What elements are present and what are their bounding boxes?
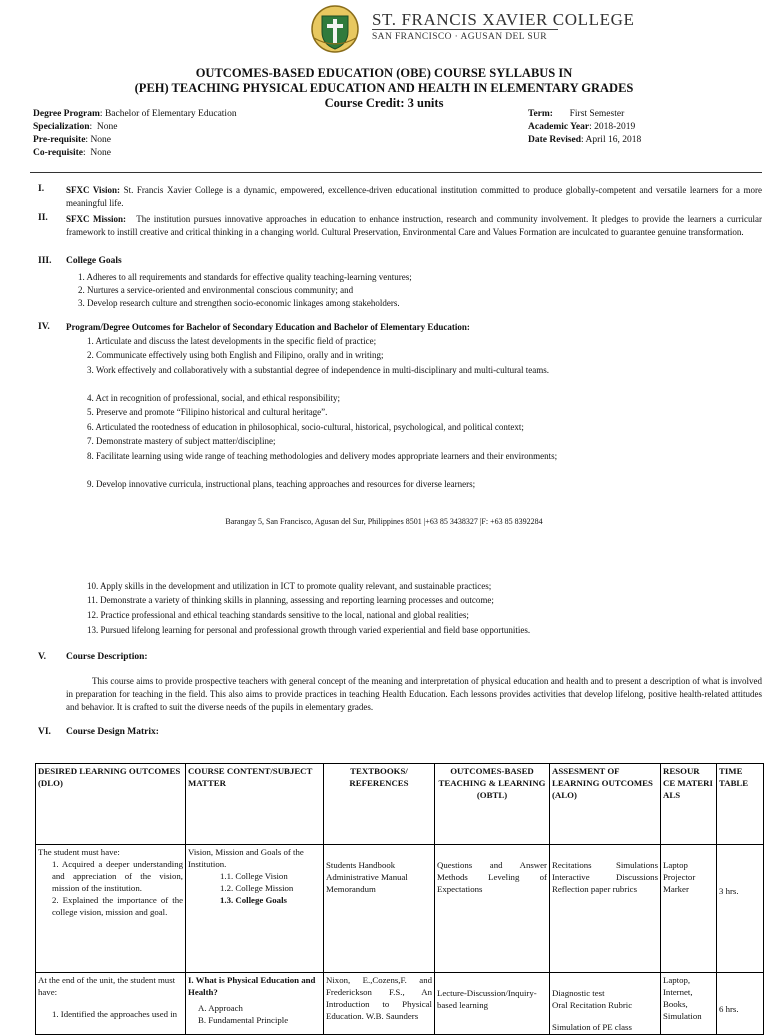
course-credit: Course Credit: 3 units bbox=[324, 96, 444, 110]
outcome-item: 4. Act in recognition of professional, social, and ethical responsibility; bbox=[87, 393, 340, 403]
degree-program: Degree Program: Bachelor of Elementary Education bbox=[33, 109, 237, 119]
term: Term: First Semester bbox=[528, 109, 625, 119]
goal-item: 1. Adheres to all requirements and standards for effective quality teaching-learning ventures; bbox=[78, 272, 412, 282]
obtl-cell: Lecture-Discussion/Inquiry-based learning bbox=[435, 973, 550, 1035]
table-header-row bbox=[36, 764, 764, 845]
obtl-cell: Questions and Answer Methods Leveling of Expectations bbox=[435, 845, 550, 973]
mission-paragraph: SFXC Mission: The institution pursues innovative approaches in education to enhance instruction, research and community involvement. It pledges to provide the learners a curricular framework to instill creative and critical thinking in a changing world. Cultural Preservation, Environmental Care and Values Formation are inculcated to guarantee genuine transformation. bbox=[66, 214, 762, 237]
course-description-heading: Course Description: bbox=[66, 652, 148, 662]
academic-year: Academic Year: 2018-2019 bbox=[528, 122, 636, 132]
section-number: II. bbox=[38, 213, 48, 223]
column-header-references: TEXTBOOKS/ REFERENCES bbox=[324, 764, 435, 845]
course-description-paragraph: This course aims to provide prospective teachers with general concept of the meaning and interpretation of physical education and health and to present a description of what is involved in preparation for teaching in the field. This also aims to provide practices in teaching Health Education. Each lessons provides activities that develop lifelong, positive health-related attitudes and behavior. It is crafted to suit the diverse needs of the pupils in elementary grades. bbox=[66, 676, 762, 712]
syllabus-title-line1: OUTCOMES-BASED EDUCATION (OBE) COURSE SYLLABUS IN bbox=[195, 66, 573, 80]
column-header-timetable: TIME TABLE bbox=[717, 764, 764, 845]
column-header-obtl: OUTCOMES-BASED TEACHING & LEARNING (OBTL) bbox=[435, 764, 550, 845]
college-name: ST. FRANCIS XAVIER COLLEGE bbox=[372, 10, 635, 29]
alo-cell: Recitations Simulations Interactive Discussions Reflection paper rubrics bbox=[550, 845, 661, 973]
outcome-item: 6. Articulated the rootedness of education in philosophical, socio-cultural, historical, psychological, and political context; bbox=[87, 422, 524, 432]
section-number: III. bbox=[38, 256, 52, 266]
outcome-item: 8. Facilitate learning using wide range of teaching methodologies and delivery modes appropriate learners and their environments; bbox=[87, 451, 558, 461]
column-header-alo: ASSESMENT OF LEARNING OUTCOMES (ALO) bbox=[550, 764, 661, 845]
corequisite: Co-requisite: None bbox=[33, 148, 111, 158]
header-rule bbox=[372, 29, 558, 30]
specialization: Specialization: None bbox=[33, 122, 118, 132]
outcome-item: 1. Articulate and discuss the latest developments in the specific field of practice; bbox=[87, 336, 377, 346]
page-footer-address: Barangay 5, San Francisco, Agusan del Sur, Philippines 8501 |+63 85 3438327 |F: +63 85 8392284 bbox=[225, 517, 543, 526]
resources-cell: Laptop, Internet, Books, Simulation bbox=[661, 973, 717, 1035]
resources-cell: Laptop Projector Marker bbox=[661, 845, 717, 973]
course-design-matrix-table bbox=[35, 763, 764, 1035]
course-design-matrix-heading: Course Design Matrix: bbox=[66, 727, 159, 737]
outcome-item: 13. Pursued lifelong learning for personal and professional growth through varied experiential and field base opportunities. bbox=[87, 625, 531, 635]
outcome-item: 11. Demonstrate a variety of thinking skills in planning, assessing and reporting learning processes and outcome; bbox=[87, 595, 494, 605]
divider bbox=[30, 172, 762, 173]
table-row bbox=[36, 973, 764, 1035]
content-cell: Vision, Mission and Goals of the Institution. 1.1. College Vision 1.2. College Mission 1.3. College Goals bbox=[186, 845, 324, 973]
date-revised: Date Revised: April 16, 2018 bbox=[528, 135, 642, 145]
goal-item: 2. Nurtures a service-oriented and environmental conscious community; and bbox=[78, 285, 354, 295]
outcome-item: 5. Preserve and promote “Filipino historical and cultural heritage”. bbox=[87, 407, 328, 417]
section-number: V. bbox=[38, 652, 47, 662]
goal-item: 3. Develop research culture and strengthen socio-economic linkages among stakeholders. bbox=[78, 298, 400, 308]
column-header-resources: RESOUR CE MATERI ALS bbox=[661, 764, 717, 845]
section-number: IV. bbox=[38, 322, 50, 332]
section-number: VI. bbox=[38, 727, 51, 737]
outcome-item: 2. Communicate effectively using both English and Filipino, orally and in writing; bbox=[87, 350, 384, 360]
column-header-content: COURSE CONTENT/SUBJECT MATTER bbox=[186, 764, 324, 845]
content-cell: I. What is Physical Education and Health? A. Approach B. Fundamental Principle bbox=[186, 973, 324, 1035]
outcome-item: 10. Apply skills in the development and utilization in ICT to promote quality relevant, and sustainable practices; bbox=[87, 581, 492, 591]
table-row bbox=[36, 845, 764, 973]
dlo-cell: The student must have: 1. Acquired a deeper understanding and appreciation of the vision, mission of the institution. 2. Explained the importance of the college vision, mission and goal. bbox=[36, 845, 186, 973]
vision-paragraph: SFXC Vision: St. Francis Xavier College is a dynamic, empowered, excellence-driven educational institution committed to produce globally-competent and versatile learners for a more meaningful life. bbox=[66, 185, 763, 208]
alo-cell: Diagnostic test Oral Recitation Rubric Simulation of PE class bbox=[550, 973, 661, 1035]
dlo-cell: At the end of the unit, the student must have: 1. Identified the approaches used in bbox=[36, 973, 186, 1035]
column-header-dlo: DESIRED LEARNING OUTCOMES (DLO) bbox=[36, 764, 186, 845]
section-number: I. bbox=[38, 184, 45, 194]
outcome-item: 7. Demonstrate mastery of subject matter/discipline; bbox=[87, 436, 276, 446]
prerequisite: Pre-requisite: None bbox=[33, 135, 112, 145]
college-seal-logo bbox=[310, 4, 360, 54]
syllabus-title-line2: (PEH) TEACHING PHYSICAL EDUCATION AND HEALTH IN ELEMENTARY GRADES bbox=[134, 81, 634, 95]
timetable-cell: 3 hrs. bbox=[717, 845, 764, 973]
timetable-cell: 6 hrs. bbox=[717, 973, 764, 1035]
outcomes-heading: Program/Degree Outcomes for Bachelor of Secondary Education and Bachelor of Elementary Education: bbox=[66, 322, 470, 332]
outcome-item: 3. Work effectively and collaboratively with a substantial degree of independence in multi-disciplinary and multi-cultural teams. bbox=[87, 365, 550, 375]
references-cell: Nixon, E.,Cozens,F. and Frederickson F.S., An Introduction to Physical Education. W.B. Saunders bbox=[324, 973, 435, 1035]
outcome-item: 9. Develop innovative curricula, instructional plans, teaching approaches and resources for diverse learners; bbox=[87, 479, 476, 489]
goals-heading: College Goals bbox=[66, 256, 122, 266]
college-location: SAN FRANCISCO · AGUSAN DEL SUR bbox=[372, 32, 548, 42]
outcome-item: 12. Practice professional and ethical teaching standards sensitive to the local, national and global realities; bbox=[87, 610, 469, 620]
references-cell: Students Handbook Administrative Manual Memorandum bbox=[324, 845, 435, 973]
